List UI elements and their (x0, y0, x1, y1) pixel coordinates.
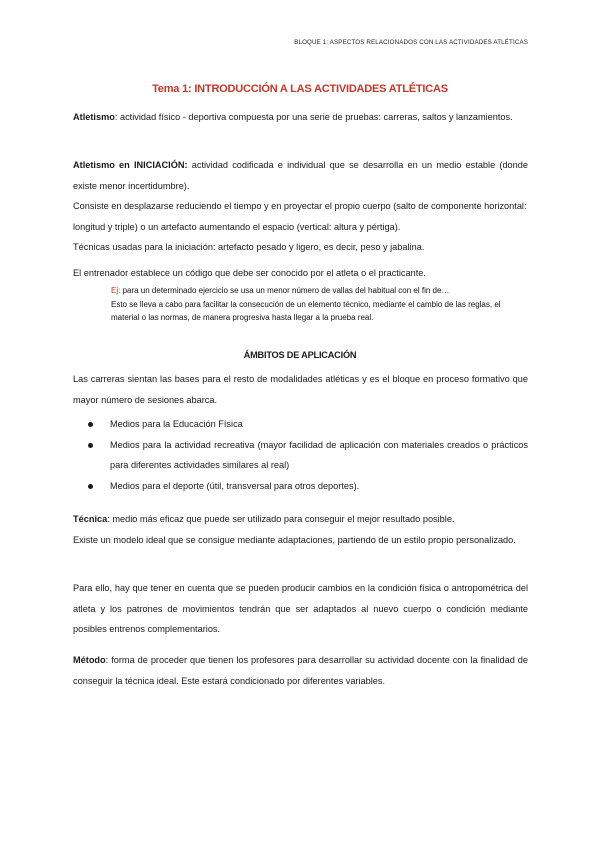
metodo-definition (73, 650, 528, 691)
example-line-1 (111, 284, 528, 298)
example-line-2: Esto se lleva a cabo para facilitar la consecución de un elemento técnico, mediante el cambio de las reglas, el material o las normas, de manera progresiva hasta llegar a la prueba real. (111, 299, 501, 322)
section-title-ambitos: ÁMBITOS DE APLICACIÓN (243, 350, 357, 360)
modelo-paragraph: Existe un modelo ideal que se consigue mediante adaptaciones, partiendo de un estilo propio personalizado. (73, 535, 516, 545)
entrenador-paragraph: El entrenador establece un código que debe ser conocido por el atleta o el practicante. (73, 268, 426, 278)
atletismo-definition (73, 107, 528, 128)
page-title: Tema 1: INTRODUCCIÓN A LAS ACTIVIDADES ATLÉTICAS (152, 83, 448, 95)
tecnica-def: : medio más eficaz que puede ser utilizado para conseguir el mejor resultado posible. (107, 514, 455, 524)
ambitos-intro: Las carreras sientan las bases para el resto de modalidades atléticas y es el bloque en proceso formativo que mayor número de sesiones abarca. (73, 374, 528, 405)
bullet-icon (88, 422, 93, 427)
example-note (111, 284, 528, 325)
metodo-term: Método (73, 655, 106, 665)
iniciacion-term: Atletismo en INICIACIÓN: (73, 160, 188, 170)
example-text-1: para un determinado ejercicio se usa un menor número de vallas del habitual con el fin de… (120, 286, 450, 295)
tecnica-definition (73, 509, 528, 530)
list-item: Medios para el deporte (útil, transversal para otros deportes). (73, 476, 528, 497)
list-item: Medios para la Educación Física (73, 414, 528, 435)
metodo-def: : forma de proceder que tienen los profesores para desarrollar su actividad docente con la finalidad de conseguir la técnica ideal. Este estará condicionado por diferentes variables. (73, 655, 528, 686)
atletismo-def: : actividad físico - deportiva compuesta por una serie de pruebas: carreras, saltos y lanzamientos. (114, 112, 513, 122)
bullet-icon (88, 484, 93, 489)
ambitos-list (73, 414, 528, 496)
list-item: Medios para la actividad recreativa (mayor facilidad de aplicación con materiales creados o prácticos para diferentes actividades similares al real) (73, 435, 528, 476)
bullet-icon (88, 443, 93, 448)
consiste-paragraph: Consiste en desplazarse reduciendo el tiempo y en proyectar el propio cuerpo (salto de componente horizontal: longitud y triple) o un artefacto aumentando el espacio (vertical: altura y pértiga). (73, 201, 527, 232)
atletismo-term: Atletismo (73, 112, 115, 122)
cambios-paragraph: Para ello, hay que tener en cuenta que se pueden producir cambios en la condición física o antropométrica del atleta y los patrones de movimientos tendrán que ser adaptados al nuevo cuerpo o condición mediante posibles entrenos complementarios. (73, 583, 528, 634)
iniciacion-def: actividad codificada e individual que se desarrolla en un medio estable (donde existe menor incertidumbre). (73, 160, 528, 191)
tecnica-term: Técnica (73, 514, 108, 524)
example-label: Ej: (111, 286, 121, 295)
running-header: BLOQUE 1: ASPECTOS RELACIONADOS CON LAS ACTIVIDADES ATLÉTICAS (294, 39, 528, 46)
tecnicas-usadas-paragraph: Técnicas usadas para la iniciación: artefacto pesado y ligero, es decir, peso y jabalina. (73, 242, 425, 252)
iniciacion-definition (73, 155, 528, 196)
